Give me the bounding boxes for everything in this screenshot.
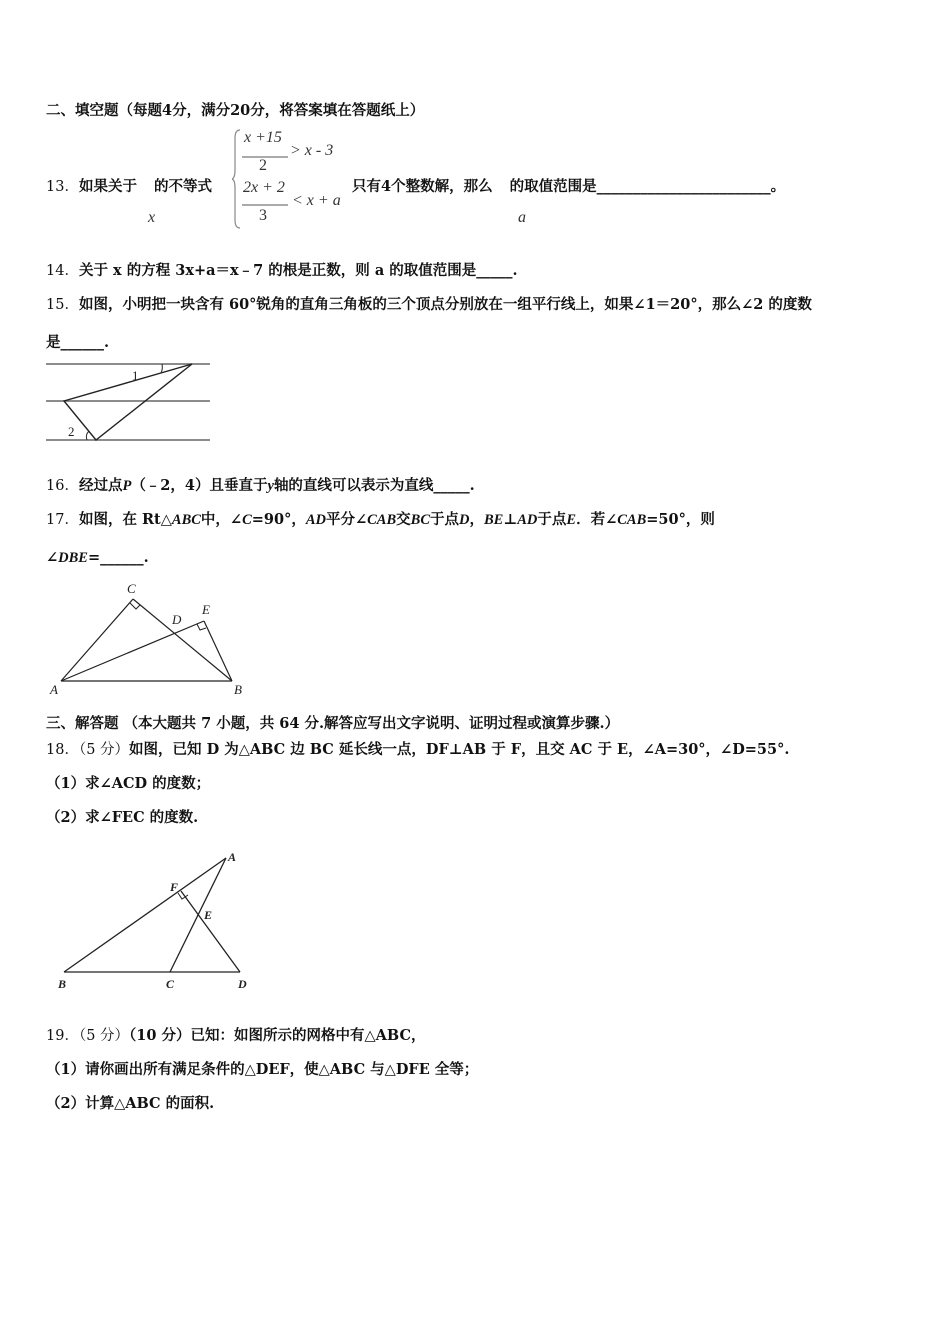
q16-text-a: 经过点 — [78, 477, 123, 494]
q17-t14: BE — [483, 512, 504, 528]
q18-points: （5 分） — [78, 742, 130, 758]
q16-text-b: （﹣2，4）且垂直于 — [131, 477, 268, 494]
q17-t4: C — [242, 512, 252, 528]
q17-t19: ．若∠ — [576, 511, 618, 528]
q19-sub2: （2）计算△ABC 的面积. — [46, 1095, 215, 1112]
q16-line — [46, 476, 475, 496]
q19-line — [46, 1026, 426, 1046]
q16-y-axis: y — [267, 478, 274, 494]
q18-figure — [52, 848, 262, 994]
q13-frac2-denominator: 3 — [259, 207, 267, 224]
q13-text-a: 如果关于 — [78, 178, 137, 195]
q13-frac1-denominator: 2 — [259, 157, 267, 174]
q16-text-c: 轴的直线可以表示为直线_____. — [273, 477, 475, 494]
q14-text: 关于 x 的方程 3x+a＝x﹣7 的根是正数，则 a 的取值范围是_____. — [78, 262, 518, 279]
q15-figure — [44, 356, 214, 448]
q13-frac1-numerator: x +15 — [244, 129, 282, 146]
q18-line — [46, 740, 789, 760]
q15-number: 15． — [46, 297, 79, 313]
q17-number: 17． — [46, 512, 79, 528]
q17-t3: 中，∠ — [200, 511, 243, 528]
q17-line1 — [46, 510, 715, 530]
q17-t15: ⊥ — [503, 511, 518, 528]
q18-label-a: A — [228, 850, 237, 864]
q15-angle-1-label: 1 — [132, 368, 139, 383]
q18-sub2: （2）求∠FEC 的度数. — [46, 809, 199, 826]
q13-text-b: 的不等式 — [154, 178, 213, 195]
q17-l2-t2: DBE — [58, 550, 88, 566]
q17-figure — [44, 576, 254, 700]
q15-text-line1: 如图，小明把一块含有 60°锐角的直角三角板的三个顶点分别放在一组平行线上，如果∠1＝20°，那么∠2 的度数 — [78, 296, 812, 313]
q16-number: 16． — [46, 478, 79, 494]
q13-line — [46, 177, 212, 197]
q17-t13: ， — [469, 511, 484, 528]
q17-line2 — [46, 548, 149, 568]
section-3-title: 三、解答题 （本大题共 7 小题，共 64 分.解答应写出文字说明、证明过程或演算步骤.） — [46, 715, 620, 732]
q17-label-b: B — [234, 682, 242, 697]
section-2-title: 二、填空题（每题4分，满分20分，将答案填在答题纸上） — [46, 102, 425, 119]
q13-line-end — [352, 177, 785, 197]
q13-text-d: 的取值范围是________________________。 — [509, 178, 786, 195]
q17-t10: BC — [410, 512, 430, 528]
q15-line1 — [46, 295, 812, 315]
q13-text-c: 只有4个整数解，那么 — [352, 178, 493, 195]
q13-frac2-numerator: 2x + 2 — [243, 179, 285, 196]
q17-label-a: A — [50, 682, 58, 697]
q17-t20: CAB — [617, 512, 647, 528]
q17-t8: CAB — [367, 512, 397, 528]
q17-t16: AD — [517, 512, 538, 528]
q17-t12: D — [459, 512, 470, 528]
q17-t17: 于点 — [537, 511, 567, 528]
q17-t1: 如图，在 Rt△ — [78, 511, 172, 528]
q17-l2-t1: ∠ — [46, 549, 59, 566]
q17-label-e: E — [202, 602, 210, 617]
q14-line — [46, 261, 518, 281]
q18-label-d: D — [238, 977, 247, 991]
q13-var-a: a — [518, 209, 526, 226]
q16-point-p: P — [122, 478, 132, 494]
q18-sub1: （1）求∠ACD 的度数； — [46, 775, 211, 792]
q17-t11: 于点 — [430, 511, 459, 528]
q17-t5: =90°， — [251, 511, 306, 528]
q18-label-e: E — [204, 908, 213, 922]
q17-t21: =50°，则 — [646, 511, 715, 528]
q13-frac2-rest: < x + a — [292, 192, 341, 209]
q17-t9: 交 — [396, 511, 411, 528]
q18-label-c: C — [166, 977, 175, 991]
q18-text: 如图，已知 D 为△ABC 边 BC 延长线一点，DF⊥AB 于 F，且交 AC 于 E，∠A=30°，∠D=55°. — [129, 741, 790, 758]
q18-label-f: F — [170, 880, 179, 894]
q18-label-b: B — [58, 977, 67, 991]
q17-t6: AD — [305, 512, 326, 528]
q15-line2: 是______. — [46, 334, 110, 351]
q13-frac1-rest: > x - 3 — [290, 142, 334, 159]
q19-text: （10 分）已知：如图所示的网格中有△ABC， — [129, 1027, 426, 1044]
q17-t7: 平分∠ — [325, 511, 368, 528]
q17-l2-t3: =______. — [87, 549, 149, 566]
q19-sub1: （1）请你画出所有满足条件的△DEF，使△ABC 与△DFE 全等； — [46, 1061, 479, 1078]
q13-var-x: x — [148, 209, 156, 226]
q17-t2: ABC — [171, 512, 201, 528]
q13-number: 13． — [46, 179, 79, 195]
q18-number: 18． — [46, 742, 79, 758]
q17-label-d: D — [172, 612, 182, 627]
q15-angle-2-label: 2 — [68, 424, 75, 439]
q17-t18: E — [566, 512, 577, 528]
q14-number: 14． — [46, 263, 79, 279]
q17-label-c: C — [127, 581, 136, 596]
q19-points: （5 分） — [78, 1028, 130, 1044]
q19-number: 19． — [46, 1028, 79, 1044]
